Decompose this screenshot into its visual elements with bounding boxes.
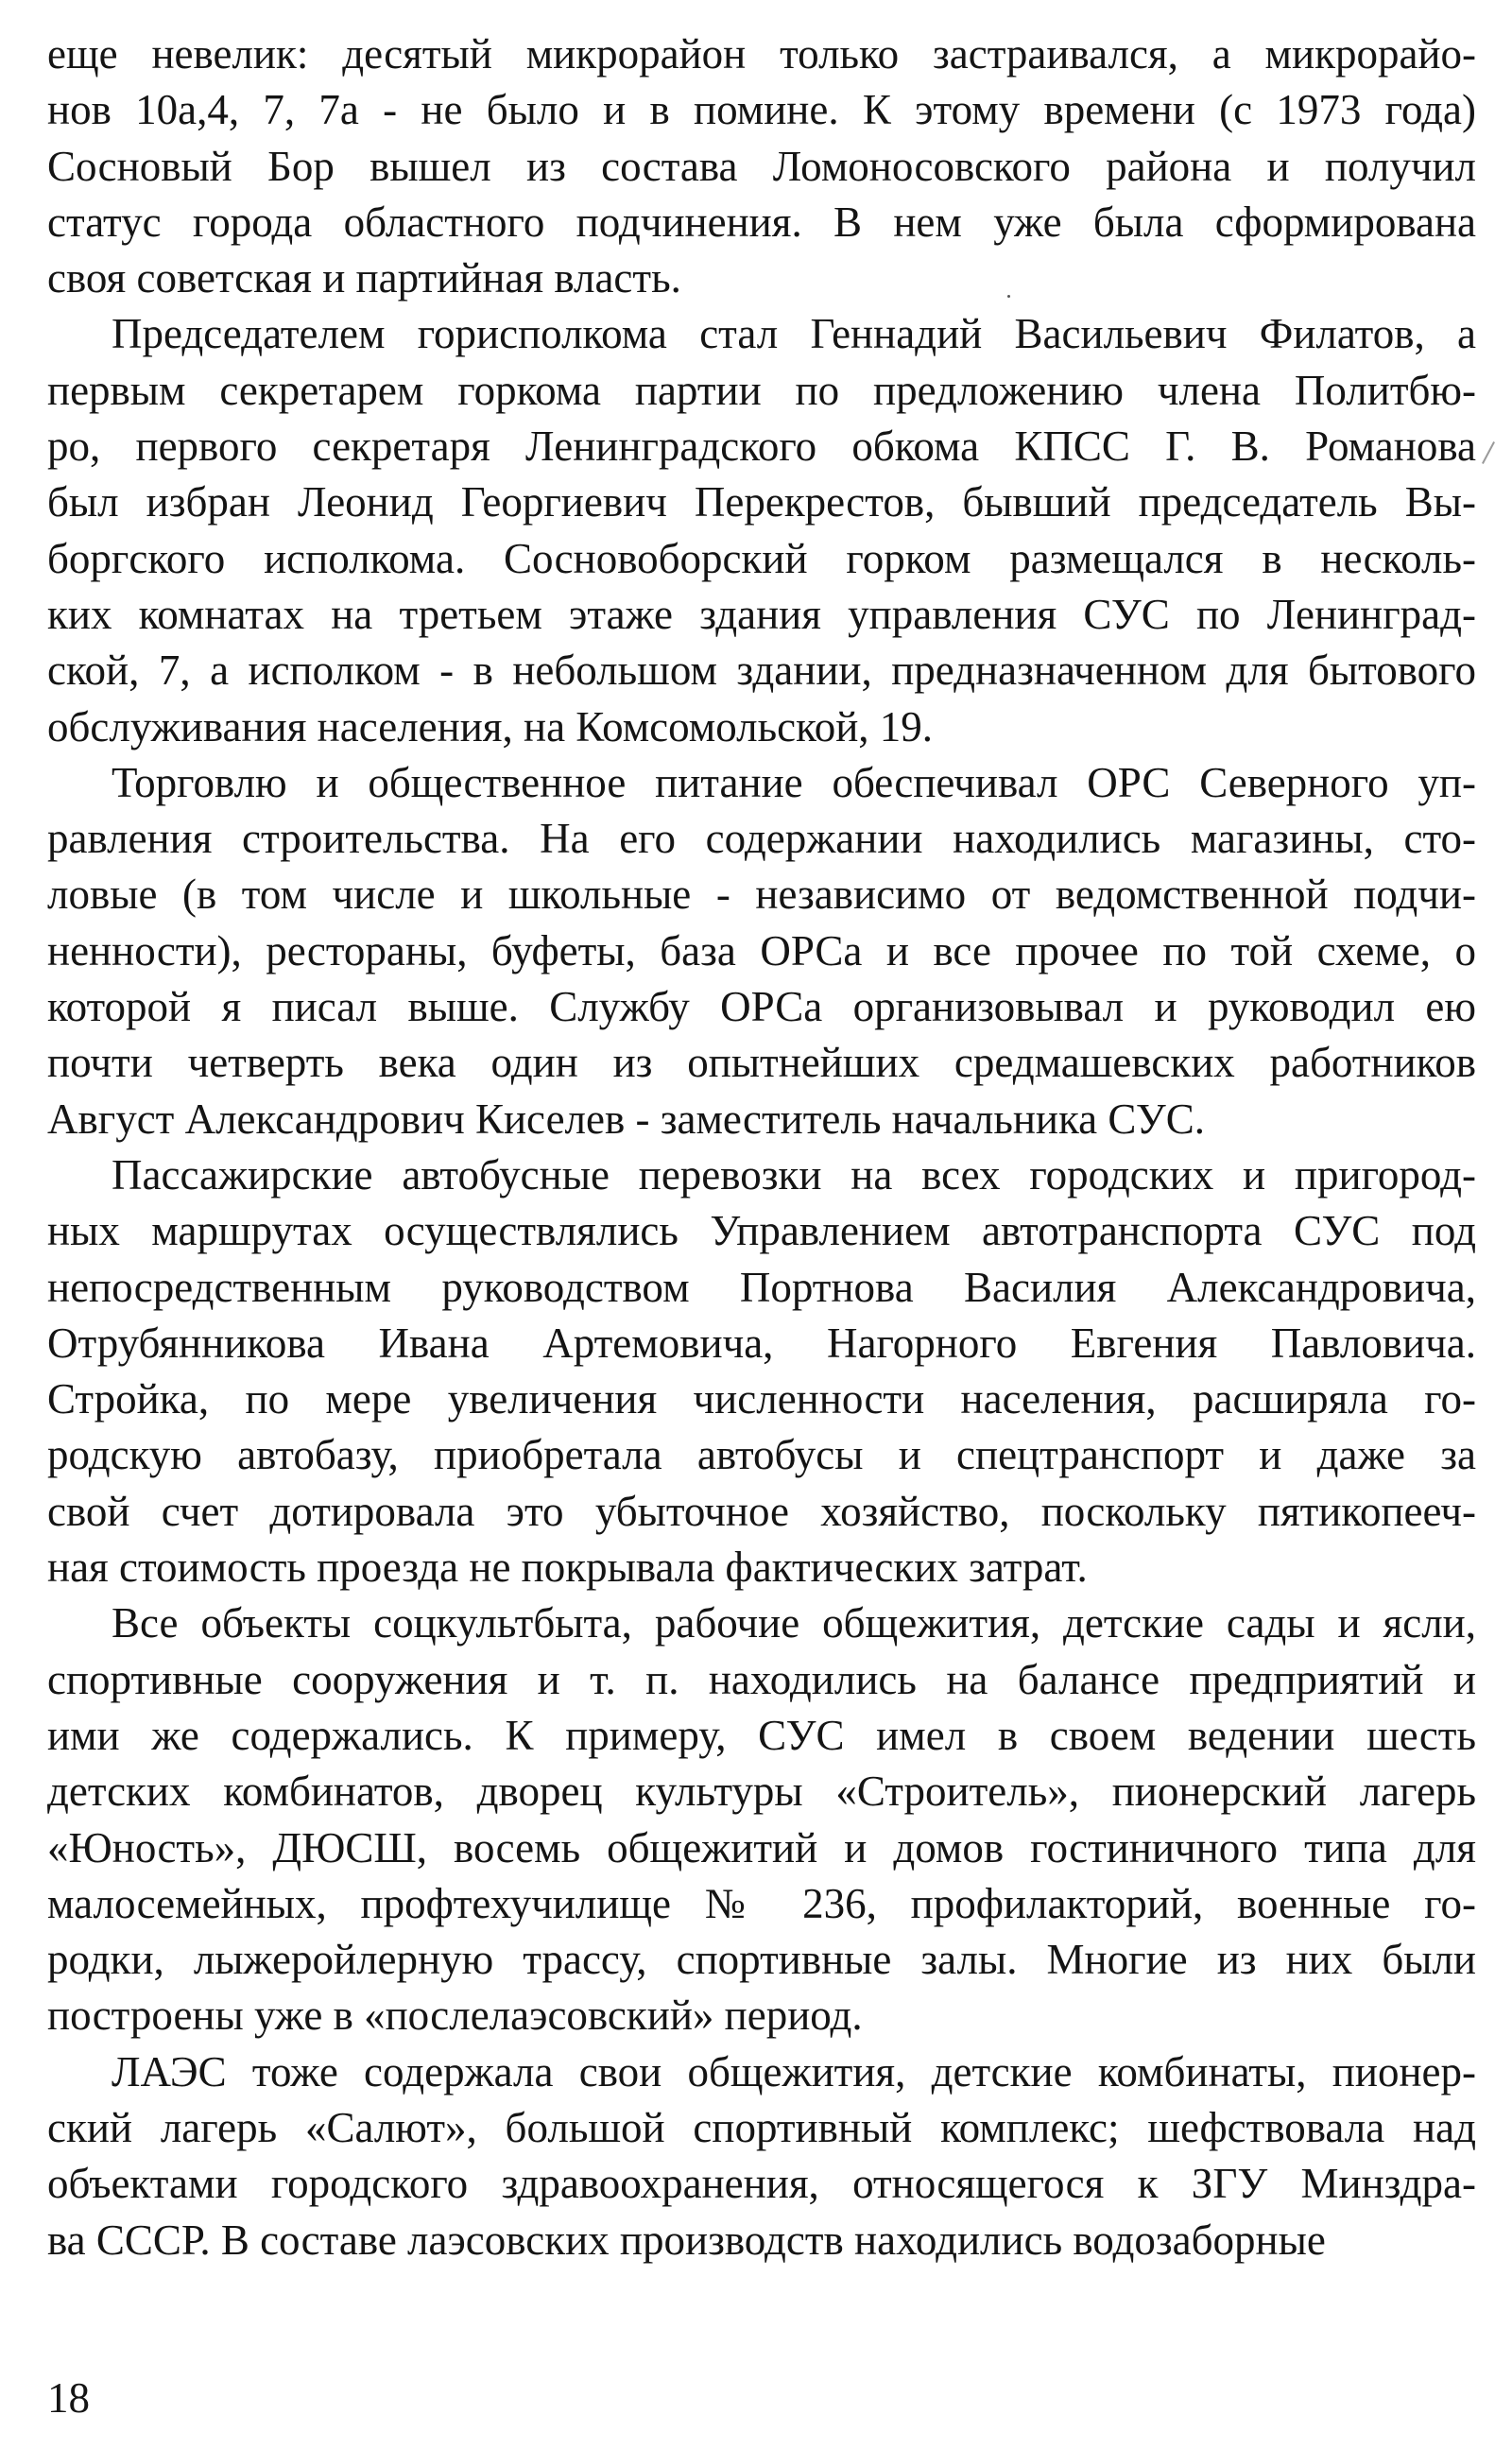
text-line: объектами городского здравоохранения, относящегося к ЗГУ Минздра- <box>47 2160 1476 2208</box>
text-line: непосредственным руководством Портнова Василия Александровича, <box>47 1263 1476 1311</box>
text-line: ненности), рестораны, буфеты, база ОРСа и все прочее по той схеме, о <box>47 926 1476 974</box>
text-line: которой я писал выше. Службу ОРСа организовывал и руководил ею <box>47 983 1476 1031</box>
text-line: Сосновый Бор вышел из состава Ломоносовского района и получил <box>47 142 1476 190</box>
scan-edge-mark <box>1482 441 1495 464</box>
text-line: детских комбинатов, дворец культуры «Строитель», пионерский лагерь <box>47 1768 1476 1816</box>
text-line: построены уже в «послелаэсовский» период. <box>47 1992 863 2040</box>
text-line: своя советская и партийная власть. <box>47 254 681 302</box>
text-line: Пассажирские автобусные перевозки на всех городских и пригород- <box>112 1150 1476 1199</box>
text-line: ловые (в том числе и школьные - независимо от ведомственной подчи- <box>47 871 1476 919</box>
text-line: свой счет дотировала это убыточное хозяйство, поскольку пятикопееч- <box>47 1487 1476 1535</box>
text-line: ких комнатах на третьем этаже здания управления СУС по Ленинград- <box>47 590 1476 638</box>
page-number: 18 <box>47 2374 90 2422</box>
text-line: Торговлю и общественное питание обеспечивал ОРС Северного уп- <box>112 758 1476 806</box>
text-line: ро, первого секретаря Ленинградского обкома КПСС Г. В. Романова <box>47 423 1476 471</box>
text-line: Отрубянникова Ивана Артемовича, Нагорного Евгения Павловича. <box>47 1319 1476 1367</box>
text-line: статус города областного подчинения. В нем уже была сформирована <box>47 198 1476 246</box>
paragraph <box>47 1147 1476 1595</box>
text-line: родскую автобазу, приобретала автобусы и спецтранспорт и даже за <box>47 1431 1476 1479</box>
text-line: «Юность», ДЮСШ, восемь общежитий и домов гостиничного типа для <box>47 1823 1476 1871</box>
text-line: Все объекты соцкультбыта, рабочие общежития, детские сады и ясли, <box>112 1599 1476 1647</box>
body-text <box>47 26 1476 2268</box>
text-line: Стройка, по мере увеличения численности населения, расширяла го- <box>47 1375 1476 1423</box>
text-line: нов 10а,4, 7, 7а - не было и в помине. К этому времени (с 1973 года) <box>47 86 1476 134</box>
text-line: был избран Леонид Георгиевич Перекрестов, бывший председатель Вы- <box>47 478 1476 526</box>
paragraph <box>47 2044 1476 2268</box>
paragraph <box>47 1595 1476 2044</box>
text-line: Август Александрович Киселев - заместитель начальника СУС. <box>47 1095 1205 1143</box>
text-line: Председателем горисполкома стал Геннадий Васильевич Филатов, а <box>112 310 1476 358</box>
text-line: ЛАЭС тоже содержала свои общежития, детские комбинаты, пионер- <box>112 2047 1476 2095</box>
text-line: спортивные сооружения и т. п. находились на балансе предприятий и <box>47 1655 1476 1703</box>
paragraph <box>47 306 1476 754</box>
text-line: родки, лыжеройлерную трассу, спортивные залы. Многие из них были <box>47 1936 1476 1984</box>
text-line: ской, 7, а исполком - в небольшом здании, предназначенном для бытового <box>47 647 1476 695</box>
text-line: ский лагерь «Салют», большой спортивный комплекс; шефствовала над <box>47 2103 1476 2151</box>
paragraph <box>47 26 1476 306</box>
text-line: ная стоимость проезда не покрывала фактических затрат. <box>47 1544 1088 1592</box>
text-line: обслуживания населения, на Комсомольской, 19. <box>47 702 934 750</box>
text-line: боргского исполкома. Сосновоборский горком размещался в несколь- <box>47 534 1476 582</box>
text-line: еще невелик: десятый микрорайон только застраивался, а микрорайо- <box>47 30 1476 78</box>
text-line: первым секретарем горкома партии по предложению члена Политбю- <box>47 366 1476 414</box>
text-line: равления строительства. На его содержании находились магазины, сто- <box>47 815 1476 863</box>
scan-speck <box>1007 295 1010 298</box>
text-line: почти четверть века один из опытнейших средмашевских работников <box>47 1039 1476 1087</box>
text-line: ных маршрутах осуществлялись Управлением автотранспорта СУС под <box>47 1207 1476 1255</box>
text-line: ими же содержались. К примеру, СУС имел в своем ведении шесть <box>47 1711 1476 1759</box>
text-line: ва СССР. В составе лаэсовских производств находились водозаборные <box>47 2216 1326 2264</box>
paragraph <box>47 755 1476 1147</box>
text-line: малосемейных, профтехучилище № 236, профилакторий, военные го- <box>47 1879 1476 1927</box>
